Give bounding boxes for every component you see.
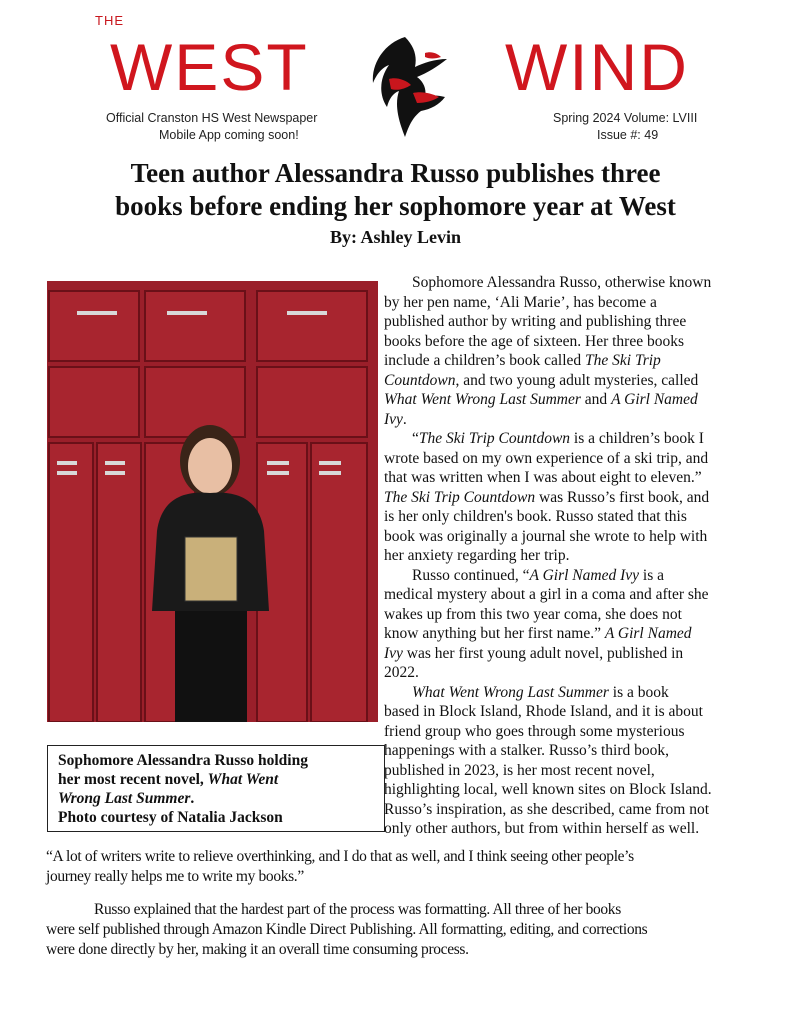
article-line [384,546,570,566]
article-line [46,940,469,960]
book-title: What Went Wrong Last Summer [412,683,609,701]
article-text: . [402,410,407,428]
article-text: “A lot of writers write to relieve overthinking, and I do that as well, and I think seeing other people’s [46,848,634,865]
article-text: know anything but her first name.” [384,625,605,642]
masthead-tagline: Official Cranston HS West Newspaper [106,111,318,125]
book-title: A Girl Named [604,625,692,642]
book-title: The Ski Trip Countdown [418,430,571,447]
article-line [384,507,687,527]
book-title: A Girl Named [611,391,698,408]
book-title: Countdown [384,371,456,389]
article-line [384,527,707,547]
headline-line-2: books before ending her sophomore year at West [115,191,676,221]
article-text: by her pen name, ‘Ali Marie’, has become a [384,293,657,311]
article-line [412,566,664,586]
masthead-volume: Spring 2024 Volume: LVIII [553,111,698,125]
article-line [384,819,699,839]
article-text: is a children’s book I [570,430,704,447]
caption-line [58,789,384,808]
article-line [384,702,703,722]
article-text: only other authors, but from within herself as well. [384,820,700,837]
article-text: and [580,391,612,408]
article-text: wakes up from this two year coma, she does not [384,605,682,623]
article-text: is a [639,566,664,584]
article-line [46,847,634,867]
article-text: published in 2023, is her most recent novel, [384,761,655,779]
article-text: “ [412,430,419,447]
article-line [384,468,702,488]
article-line [384,800,709,820]
book-title: Ivy [384,644,403,662]
article-line [384,761,655,781]
article-text: books before the age of sixteen. Her three books [384,332,684,350]
article-text: based in Block Island, Rhode Island, and it is about [384,703,703,720]
article-text: is her only children's book. Russo stated that this [384,508,687,525]
article-text: was her first young adult novel, published in [402,644,684,662]
masthead-issue: Issue #: 49 [597,128,659,142]
article-text: include a children’s book called [384,352,586,369]
book-title: The Ski Trip Countdown [384,488,536,506]
article-line [384,780,712,800]
masthead-wind: WIND [505,30,689,104]
hawk-icon [365,33,455,143]
article-text: medical mystery about a girl in a coma and after she [384,586,709,603]
article-line [384,663,419,683]
article-line [384,741,669,761]
article-line [94,900,621,920]
article-text: Russo explained that the hardest part of the process was formatting. All three of her books [94,901,621,918]
article-text: her anxiety regarding her trip. [384,547,570,564]
headline-line-1: Teen author Alessandra Russo publishes three [130,158,661,188]
article-line [384,390,698,410]
article-line [384,312,686,332]
article-line [384,722,685,742]
masthead-the: THE [95,13,124,28]
article-line [384,371,698,391]
book-title: The Ski Trip [585,352,661,369]
article-text: , and two young adult mysteries, called [455,371,699,389]
byline: By: Ashley Levin [329,227,462,247]
article-line [384,293,657,313]
article-text: that was written when I was about eight to eleven.” [384,469,702,486]
caption-text: . [190,790,195,807]
article-text: were done directly by her, making it an overall time consuming process. [46,941,469,958]
article-text: Sophomore Alessandra Russo, otherwise known [412,274,712,291]
book-title: Ivy [384,410,403,428]
article-line [46,920,647,940]
caption-line [58,770,384,789]
lockers-photo-illustration [47,281,378,722]
article-text: were self published through Amazon Kindle Direct Publishing. All formatting, editing, and corrections [46,921,648,938]
article-text: wrote based on my own experience of a ski trip, and [384,449,709,467]
article-line [412,683,669,703]
book-title: What Went Wrong Last Summer [384,391,581,408]
caption-title: What Went [207,771,279,788]
article-line [384,644,683,664]
caption-line: Sophomore Alessandra Russo holding [58,752,308,769]
caption-title: Wrong Last Summer [58,790,191,807]
article-text: is a book [608,683,669,701]
article-text: friend group who goes through some mysterious [384,722,685,740]
article-line [384,332,684,352]
article-line [384,605,682,625]
article-line [412,273,711,293]
article-text: Russo’s inspiration, as she described, came from not [384,800,710,818]
masthead-west: WEST [110,30,309,104]
article-line [384,624,692,644]
article-line [384,351,661,371]
article-line [384,585,709,605]
article-text: 2022. [384,664,419,681]
article-line [384,449,708,469]
article-line [384,410,407,430]
article-line [412,429,704,449]
caption-text: her most recent novel, [58,771,208,788]
article-line [384,488,709,508]
caption-credit: Photo courtesy of Natalia Jackson [58,809,283,826]
article-text: published author by writing and publishing three [384,313,687,330]
article-text: journey really helps me to write my books.” [46,868,304,885]
article-text: Russo continued, “ [412,566,530,584]
article-text: book was originally a journal she wrote to help with [384,527,708,545]
photo-caption [47,745,385,832]
book-title: A Girl Named Ivy [529,566,640,584]
article-photo [47,281,378,722]
masthead-app-notice: Mobile App coming soon! [159,128,299,142]
article-line [46,867,304,887]
article-text: was Russo’s first book, and [535,488,710,506]
article-text: happenings with a stalker. Russo’s third book, [384,742,670,759]
article-text: highlighting local, well known sites on Block Island. [384,781,712,798]
